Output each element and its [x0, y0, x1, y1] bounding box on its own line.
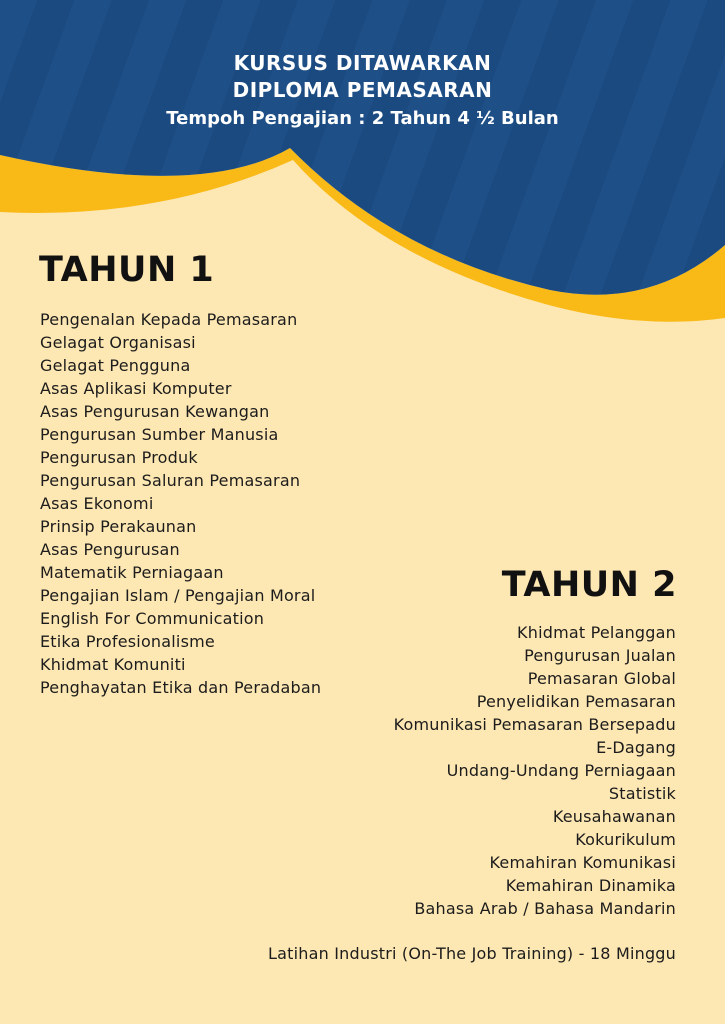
list-item: Kokurikulum [575, 830, 676, 849]
list-item: Asas Pengurusan Kewangan [40, 402, 270, 421]
list-item: Asas Aplikasi Komputer [40, 379, 232, 398]
list-item: Bahasa Arab / Bahasa Mandarin [414, 899, 676, 918]
list-item: Kemahiran Komunikasi [489, 853, 676, 872]
list-item: E-Dagang [596, 738, 676, 757]
year1-title: TAHUN 1 [39, 250, 215, 290]
list-item: Gelagat Pengguna [40, 356, 191, 375]
list-item: Pengurusan Jualan [524, 646, 676, 665]
list-item: Khidmat Komuniti [40, 655, 186, 674]
list-item: Prinsip Perakaunan [40, 517, 197, 536]
year2-title: TAHUN 2 [501, 565, 677, 605]
list-item: Statistik [608, 784, 676, 803]
list-item: Penyelidikan Pemasaran [476, 692, 676, 711]
industrial-training-note: Latihan Industri (On-The Job Training) - 18 Minggu [268, 944, 676, 963]
page-header [0, 50, 725, 133]
list-item: Etika Profesionalisme [40, 632, 215, 651]
year2-subject-list [394, 621, 676, 920]
header-duration: Tempoh Pengajian : 2 Tahun 4 ½ Bulan [166, 108, 559, 129]
header-title: KURSUS DITAWARKAN [233, 51, 492, 75]
list-item: Undang-Undang Perniagaan [446, 761, 676, 780]
list-item: English For Communication [40, 609, 265, 628]
list-item: Pengurusan Sumber Manusia [40, 425, 279, 444]
list-item: Pengurusan Produk [40, 448, 198, 467]
list-item: Pemasaran Global [527, 669, 676, 688]
list-item: Pengurusan Saluran Pemasaran [40, 471, 301, 490]
list-item: Khidmat Pelanggan [517, 623, 676, 642]
list-item: Kemahiran Dinamika [505, 876, 676, 895]
list-item: Matematik Perniagaan [40, 563, 224, 582]
list-item: Keusahawanan [552, 807, 676, 826]
list-item: Asas Pengurusan [40, 540, 180, 559]
list-item: Gelagat Organisasi [40, 333, 196, 352]
list-item: Asas Ekonomi [40, 494, 154, 513]
header-program: DIPLOMA PEMASARAN [232, 78, 493, 102]
list-item: Penghayatan Etika dan Peradaban [40, 678, 322, 697]
list-item: Komunikasi Pemasaran Bersepadu [393, 715, 676, 734]
list-item: Pengenalan Kepada Pemasaran [40, 310, 298, 329]
list-item: Pengajian Islam / Pengajian Moral [40, 586, 316, 605]
year1-subject-list [40, 308, 321, 699]
